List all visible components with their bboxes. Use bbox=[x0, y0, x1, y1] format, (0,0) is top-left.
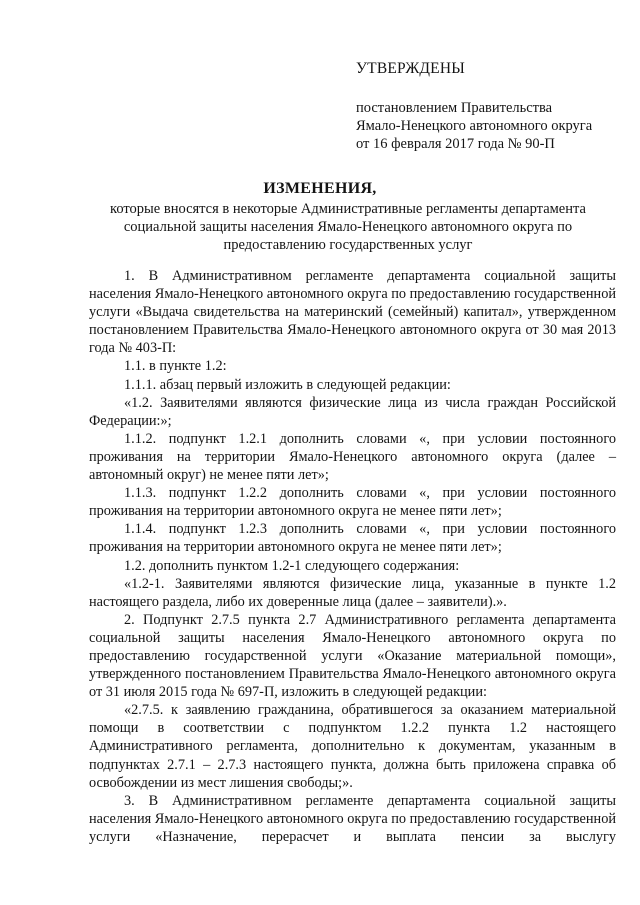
paragraph-1-1: 1.1. в пункте 1.2: bbox=[124, 358, 227, 375]
paragraph-1-2-1-quote: «1.2-1. Заявителями являются физические лица, указанные в пункте 1.2 настоящего раздела, либо их доверенные лица (далее – заявители).». bbox=[89, 575, 616, 610]
paragraph-1-1-1: 1.1.1. абзац первый изложить в следующей редакции: bbox=[124, 376, 451, 393]
decree-reference bbox=[356, 99, 626, 153]
paragraph-1-1-2: 1.1.2. подпункт 1.2.1 дополнить словами «, при условии постоянного проживания на территории Ямало-Ненецкого автономного округа (далее – автономный округ) не менее пяти лет»; bbox=[89, 430, 616, 484]
paragraph-1-2: 1.2. дополнить пунктом 1.2-1 следующего содержания: bbox=[124, 557, 460, 574]
paragraph-1-1-3: 1.1.3. подпункт 1.2.2 дополнить словами «, при условии постоянного проживания на территории автономного округа не менее пяти лет»; bbox=[89, 485, 616, 520]
document-body bbox=[89, 267, 616, 846]
decree-line: Ямало-Ненецкого автономного округа bbox=[356, 118, 593, 134]
paragraph-1-1-4: 1.1.4. подпункт 1.2.3 дополнить словами «, при условии постоянного проживания на территории автономного округа не менее пяти лет»; bbox=[89, 521, 616, 556]
paragraph-1-2-quote: «1.2. Заявителями являются физические лица из числа граждан Российской Федерации:»; bbox=[89, 394, 616, 429]
decree-line: постановлением Правительства bbox=[356, 100, 553, 116]
decree-line: от 16 февраля 2017 года № 90-П bbox=[356, 136, 555, 152]
paragraph-3: 3. В Административном регламенте департамента социальной защиты населения Ямало-Ненецкого автономного округа по предоставлению государственной услуги «Назначение, перерасчет и выплата пенсии за выслугу bbox=[89, 792, 616, 845]
document-title: ИЗМЕНЕНИЯ, bbox=[263, 180, 377, 197]
paragraph-2: 2. Подпункт 2.7.5 пункта 2.7 Административного регламента департамента социальной защиты населения Ямало-Ненецкого автономного округа по предоставлению государственной услуги «Оказание материальной помощи», утвержденного постановлением Правительства Ямало-Ненецкого автономного округа от 31 июля 2015 года № 697-П, изложить в следующей редакции: bbox=[89, 611, 616, 701]
approved-heading: УТВЕРЖДЕНЫ bbox=[356, 60, 465, 77]
paragraph-1: 1. В Административном регламенте департамента социальной защиты населения Ямало-Ненецкого автономного округа по предоставлению государственной услуги «Выдача свидетельства на материнский (семейный) капитал», утвержденном постановлением Правительства Ямало-Ненецкого автономного округа от 30 мая 2013 года № 403-П: bbox=[89, 268, 616, 357]
paragraph-2-7-5-quote: «2.7.5. к заявлению гражданина, обратившегося за оказанием материальной помощи в соответствии с подпунктом 1.2.2 пункта 1.2 настоящего Административного регламента, дополнительно к документам, указанным в подпунктах 2.7.1 – 2.7.3 настоящего пункта, должна быть приложена справка об освобождении из мест лишения свободы;». bbox=[89, 702, 616, 791]
document-subtitle: которые вносятся в некоторые Административные регламенты департамента социальной защиты населения Ямало-Ненецкого автономного округа по предоставлению государственных услуг bbox=[110, 201, 586, 253]
